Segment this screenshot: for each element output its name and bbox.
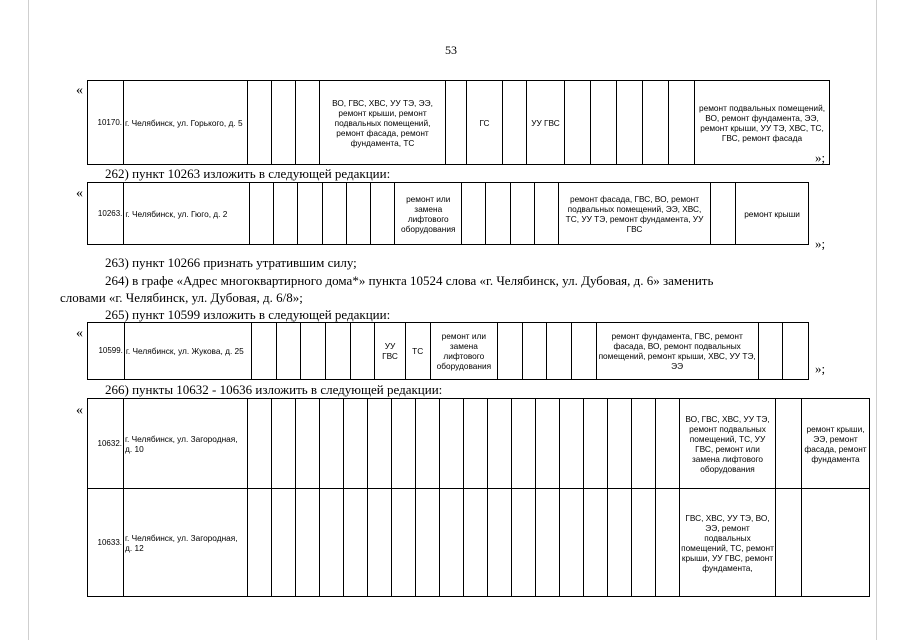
empty-cell bbox=[572, 323, 597, 380]
empty-cell bbox=[669, 81, 695, 165]
empty-cell bbox=[371, 183, 395, 245]
empty-cell bbox=[565, 81, 591, 165]
table-row-10599 bbox=[87, 322, 809, 380]
empty-cell bbox=[710, 183, 735, 245]
empty-cell bbox=[522, 323, 547, 380]
works-cell: ремонт или замена лифтового оборудования bbox=[430, 323, 498, 380]
empty-cell bbox=[536, 489, 560, 597]
row-number: 10632. bbox=[88, 399, 124, 489]
open-quote: « bbox=[76, 83, 83, 98]
empty-cell bbox=[536, 399, 560, 489]
empty-cell bbox=[346, 183, 370, 245]
empty-cell bbox=[276, 323, 301, 380]
empty-cell bbox=[322, 183, 346, 245]
works-cell bbox=[802, 489, 870, 597]
paragraph-266: 266) пункты 10632 - 10636 изложить в следующей редакции: bbox=[105, 382, 443, 397]
empty-cell bbox=[617, 81, 643, 165]
row-address: г. Челябинск, ул. Горького, д. 5 bbox=[124, 81, 248, 165]
empty-cell bbox=[776, 489, 802, 597]
empty-cell bbox=[608, 399, 632, 489]
empty-cell bbox=[344, 489, 368, 597]
row-number: 10263. bbox=[88, 183, 124, 245]
works-cell: ремонт крыши, ЭЭ, ремонт фасада, ремонт фундамента bbox=[802, 399, 870, 489]
row-number: 10170. bbox=[88, 81, 124, 165]
table-row-10170 bbox=[87, 80, 830, 165]
empty-cell bbox=[643, 81, 669, 165]
works-cell: ремонт крыши bbox=[736, 183, 809, 245]
empty-cell bbox=[272, 489, 296, 597]
empty-cell bbox=[440, 399, 464, 489]
empty-cell bbox=[298, 183, 322, 245]
empty-cell bbox=[249, 183, 273, 245]
works-cell: УУ ГВС bbox=[375, 323, 406, 380]
empty-cell bbox=[584, 489, 608, 597]
paragraph-265: 265) пункт 10599 изложить в следующей редакции: bbox=[105, 307, 391, 322]
empty-cell bbox=[392, 399, 416, 489]
empty-cell bbox=[560, 399, 584, 489]
row-address: г. Челябинск, ул. Загородная, д. 10 bbox=[124, 399, 248, 489]
works-cell: ТС bbox=[405, 323, 430, 380]
empty-cell bbox=[534, 183, 558, 245]
empty-cell bbox=[547, 323, 572, 380]
empty-cell bbox=[656, 489, 680, 597]
empty-cell bbox=[248, 81, 272, 165]
row-number: 10599. bbox=[88, 323, 125, 380]
works-cell: ВО, ГВС, ХВС, УУ ТЭ, ремонт подвальных помещений, ТС, УУ ГВС, ремонт или замена лифтового оборудования bbox=[680, 399, 776, 489]
empty-cell bbox=[783, 323, 809, 380]
empty-cell bbox=[325, 323, 350, 380]
empty-cell bbox=[248, 399, 272, 489]
empty-cell bbox=[301, 323, 326, 380]
works-cell: УУ ГВС bbox=[527, 81, 565, 165]
table-rows-10632 bbox=[87, 398, 870, 597]
empty-cell bbox=[503, 81, 527, 165]
empty-cell bbox=[344, 399, 368, 489]
empty-cell bbox=[368, 399, 392, 489]
empty-cell bbox=[252, 323, 277, 380]
empty-cell bbox=[488, 399, 512, 489]
close-mark: »; bbox=[815, 236, 826, 251]
open-quote: « bbox=[76, 186, 83, 201]
works-cell: ВО, ГВС, ХВС, УУ ТЭ, ЭЭ, ремонт крыши, ремонт подвальных помещений, ремонт фасада, ремонт фундамента, ТС bbox=[320, 81, 446, 165]
works-cell: ГВС, ХВС, УУ ТЭ, ВО, ЭЭ, ремонт подвальных помещений, ТС, ремонт крыши, УУ ГВС, ремонт фундамента, bbox=[680, 489, 776, 597]
empty-cell bbox=[656, 399, 680, 489]
empty-cell bbox=[368, 489, 392, 597]
paragraph-263: 263) пункт 10266 признать утратившим силу; bbox=[105, 255, 357, 270]
empty-cell bbox=[510, 183, 534, 245]
empty-cell bbox=[350, 323, 375, 380]
empty-cell bbox=[416, 489, 440, 597]
empty-cell bbox=[512, 399, 536, 489]
empty-cell bbox=[416, 399, 440, 489]
empty-cell bbox=[512, 489, 536, 597]
empty-cell bbox=[440, 489, 464, 597]
empty-cell bbox=[296, 399, 320, 489]
empty-cell bbox=[392, 489, 416, 597]
empty-cell bbox=[560, 489, 584, 597]
paragraph-264-line-1: 264) в графе «Адрес многоквартирного дома*» пункта 10524 слова «г. Челябинск, ул. Дубовая, д. 6» заменить bbox=[105, 273, 714, 288]
empty-cell bbox=[584, 399, 608, 489]
empty-cell bbox=[272, 399, 296, 489]
works-cell: ГС bbox=[467, 81, 503, 165]
works-cell: ремонт фундамента, ГВС, ремонт фасада, ВО, ремонт подвальных помещений, ремонт крыши, ХВС, УУ ТЭ, ЭЭ bbox=[596, 323, 758, 380]
empty-cell bbox=[632, 399, 656, 489]
empty-cell bbox=[272, 81, 296, 165]
empty-cell bbox=[248, 489, 272, 597]
close-mark: »; bbox=[815, 150, 826, 165]
paragraph-264-line-2: словами «г. Челябинск, ул. Дубовая, д. 6/8»; bbox=[60, 290, 303, 305]
empty-cell bbox=[320, 399, 344, 489]
empty-cell bbox=[274, 183, 298, 245]
empty-cell bbox=[462, 183, 486, 245]
empty-cell bbox=[758, 323, 783, 380]
empty-cell bbox=[296, 81, 320, 165]
works-cell: ремонт или замена лифтового оборудования bbox=[395, 183, 462, 245]
scan-edge-line bbox=[28, 0, 29, 640]
paragraph-262: 262) пункт 10263 изложить в следующей редакции: bbox=[105, 166, 391, 181]
empty-cell bbox=[464, 399, 488, 489]
empty-cell bbox=[591, 81, 617, 165]
row-address: г. Челябинск, ул. Гюго, д. 2 bbox=[124, 183, 249, 245]
empty-cell bbox=[296, 489, 320, 597]
empty-cell bbox=[320, 489, 344, 597]
works-cell: ремонт фасада, ГВС, ВО, ремонт подвальных помещений, ЭЭ, ХВС, ТС, УУ ТЭ, ремонт фундамента, УУ ГВС bbox=[559, 183, 711, 245]
row-address: г. Челябинск, ул. Загородная, д. 12 bbox=[124, 489, 248, 597]
open-quote: « bbox=[76, 403, 83, 418]
empty-cell bbox=[464, 489, 488, 597]
empty-cell bbox=[488, 489, 512, 597]
empty-cell bbox=[486, 183, 510, 245]
empty-cell bbox=[632, 489, 656, 597]
empty-cell bbox=[498, 323, 523, 380]
open-quote: « bbox=[76, 326, 83, 341]
scan-edge-line bbox=[876, 0, 877, 640]
close-mark: »; bbox=[815, 361, 826, 376]
table-row-10263 bbox=[87, 182, 809, 245]
row-number: 10633. bbox=[88, 489, 124, 597]
empty-cell bbox=[776, 399, 802, 489]
empty-cell bbox=[608, 489, 632, 597]
row-address: г. Челябинск, ул. Жукова, д. 25 bbox=[124, 323, 251, 380]
empty-cell bbox=[446, 81, 467, 165]
works-cell: ремонт подвальных помещений, ВО, ремонт фундамента, ЭЭ, ремонт крыши, УУ ТЭ, ХВС, ТС, ГВС, ремонт фасада bbox=[695, 81, 830, 165]
page-number: 53 bbox=[445, 43, 457, 57]
